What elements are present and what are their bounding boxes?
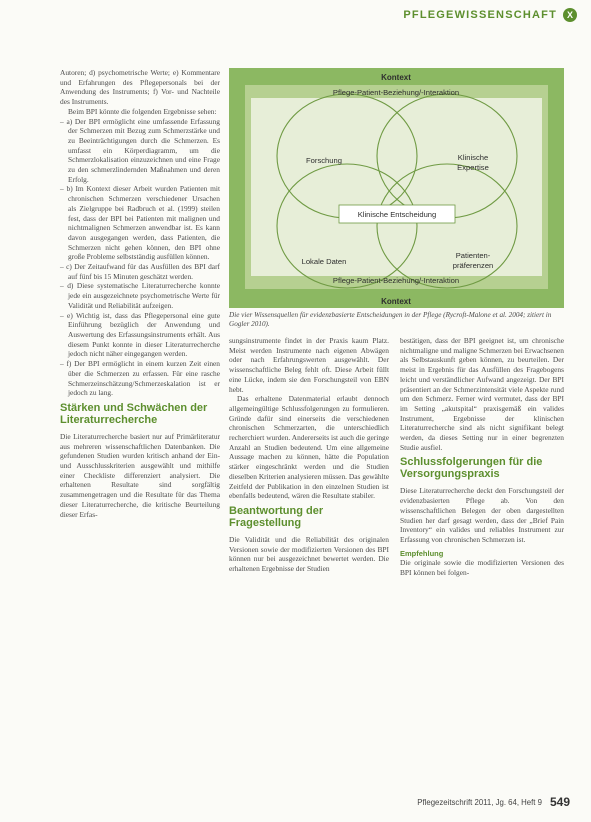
paragraph: Das erhaltene Datenmaterial erlaubt dennoch allgemeingültige Schlussfolgerungen zu formulieren. Gründe dafür sind einerseits die verschiedenen chronischen Schmerzarten, die unterschiedlich recherchiert wurden. Andererseits ist auch die geringe Anzahl an Studien bedeutend. Um eine allgemeine Aussage machen zu können, hätte die Population stärker eingeschränkt werden und die Studien dieselben Kriterien analysieren müssen. Das gewählte Zeitfeld der Publikation in den einzelnen Studien ist ebenfalls bedeutend, wären die Resultate stabiler. [229, 394, 389, 501]
list-item: – b) Im Kontext dieser Arbeit wurden Patienten mit chronischen Schmerzen verschiedener Ursachen als Zielgruppe bei Radbruch et al. (1999) steilen fest, dass der BPI bei Patienten mit malignen und nichtmalignen Schmerzen anwendbar ist. Es kann davon ausgegangen werden, dass Patienten, die Schmerzen nicht gehen können, den BPI ohne große Probleme selbstständig ausfüllen können. [60, 184, 220, 262]
journal-citation: Pflegezeitschrift 2011, Jg. 64, Heft 9 [417, 797, 542, 807]
subheading: Empfehlung [400, 548, 444, 558]
list-item: – a) Der BPI ermöglicht eine umfassende Erfassung der Schmerzen mit Bezug zum Schmerzstärke und zu Beeinträchtigungen durch die Schmerzen. Es umfasst ein Körperdiagramm, um die Schmerzlokalisation einzuzeichnen und eine Frage zu den schmerzlindernden Maßnahmen und deren Erfolg. [60, 116, 220, 184]
page-footer [400, 795, 570, 809]
venn-diagram [229, 68, 564, 308]
figure-evidence-diagram [229, 68, 564, 308]
column-3 [400, 336, 564, 578]
section-heading: Schlussfolgerungen für die Versorgungspraxis [400, 456, 543, 481]
patient-pref-label-1: Patienten- [455, 251, 491, 260]
research-label: Forschung [306, 156, 342, 165]
list-item: – d) Diese systematische Literaturrecherche konnte jede ein ausgezeichnete psychometrische Werte für Validität und Reliabilität aufzeigen. [60, 281, 220, 310]
relationship-label-bottom: Pflege-Patient-Beziehung/-Interaktion [332, 276, 460, 285]
page-number: 549 [549, 795, 570, 809]
outer-context-bottom: Kontext [381, 297, 411, 306]
paragraph: sungsinstrumente findet in der Praxis kaum Platz. Meist werden Instrumente nach eigenen Abwägen oder nach Erfahrungswerten ausgewählt. Der wissenschaftliche Beleg fehlt oft. Diese Arbeit füllt eine Lücke, indem sie den Forschungsteil von EBN hebt. [229, 336, 389, 394]
section-close-icon: X [563, 8, 577, 22]
paragraph: bestätigen, dass der BPI geeignet ist, um chronische nichtmaligne und maligne Schmerzen bei Erwachsenen als Selbstauskunft geben können, zu beurteilen. Der meist in Ergebnis für das Ausfüllen des Fragebogens leicht und verständlicher Aufwand angezeigt. Der BPI präsentiert an der Schmerzintensität viele Aspekte rund um den Schmerz. Ferner wird vermutet, dass der BPI im Setting „akutspital“ praxisgemäß ein valides Instrument, Ergebnisse der klinischen Literaturrecherche sind als nicht signifikant belegt werden, da dieses Setting nur in einer begrenzten Studie ausfiel. [400, 336, 564, 452]
paragraph: Die Literaturrecherche basiert nur auf Primärliteratur aus mehreren wissenschaftlichen Datenbanken. Die gefundenen Studien wurden kritisch anhand der Ein- und Ausschlusskriterien ausgewählt und mithilfe einer Checkliste differenziert analysiert. Die erhaltenen Resultate sind sorgfältig zusammengetragen und die Resultate für das Thema dieser Literaturrecherche, die kritische Beurteilung dieser Erfas- [60, 431, 220, 519]
section-heading: Stärken und Schwächen der Literaturrecherche [60, 401, 208, 426]
patient-pref-label-2: präferenzen [452, 261, 494, 270]
figure-caption: Die vier Wissensquellen für evidenzbasierte Entscheidungen in der Pflege (Rycroft-Malone et al. 2004; zitiert in Gogler 2010). [229, 311, 552, 328]
paragraph: Beim BPI könnte die folgenden Ergebnisse sehen: [68, 106, 217, 116]
relationship-label-top: Pflege-Patient-Beziehung/-Interaktion [332, 88, 460, 97]
column-2 [229, 336, 389, 574]
paragraph: Die originale sowie die modifizierten Versionen des BPI können bei folgen- [400, 558, 564, 578]
section-title: PFLEGEWISSENSCHAFT [403, 9, 557, 21]
list-item: – f) Der BPI ermöglicht in einem kurzen Zeit einen über die Schmerzen zu erfassen. Für eine rasche Schmerzeinschätzung/Schmerzeskalation ist er jedoch zu lang. [60, 359, 220, 398]
paragraph: Die Validität und die Reliabilität des originalen Versionen sowie der modifizierten Versionen des BPI können nur bei ausgezeichnet bewertet werden. Die erhaltenen Ergebnisse der Studien [229, 534, 389, 574]
section-heading: Beantwortung der Fragestellung [229, 504, 324, 529]
expertise-label-1: Klinische [457, 153, 489, 162]
center-label: Klinische Entscheidung [357, 210, 437, 219]
expertise-label-2: Expertise [457, 163, 489, 172]
list-item: – c) Der Zeitaufwand für das Ausfüllen des BPI darf auf fünf bis 15 Minuten geschätzt werden. [60, 262, 220, 281]
list-item: – e) Wichtig ist, dass das Pflegepersonal eine gute Einführung bezüglich der Anwendung und Auswertung des Erfassungsinstruments erhält. Aus diesem Punkt konnte in dieser Literaturrecherche jedoch nicht näher eingegangen werden. [60, 310, 220, 359]
column-1 [60, 68, 220, 519]
paragraph: Diese Literaturrecherche deckt den Forschungsteil der evidenzbasierten Pflege ab. Von den wissenschaftlichen Belegen der oben dargestellten Studien her darf gesagt werden, dass der „Brief Pain Inventory“ ein valides und reliables Instrument zur Erfassung von chronischen Schmerzen ist. [400, 486, 564, 544]
outer-context-top: Kontext [381, 73, 411, 82]
section-header [403, 8, 577, 22]
paragraph: Autoren; d) psychometrische Werte; e) Kommentare und Erfahrungen des Pflegepersonals bei der Anwendung des Instruments; f) Vor- und Nachteile des Instruments. [60, 68, 220, 107]
local-data-label: Lokale Daten [301, 257, 347, 266]
